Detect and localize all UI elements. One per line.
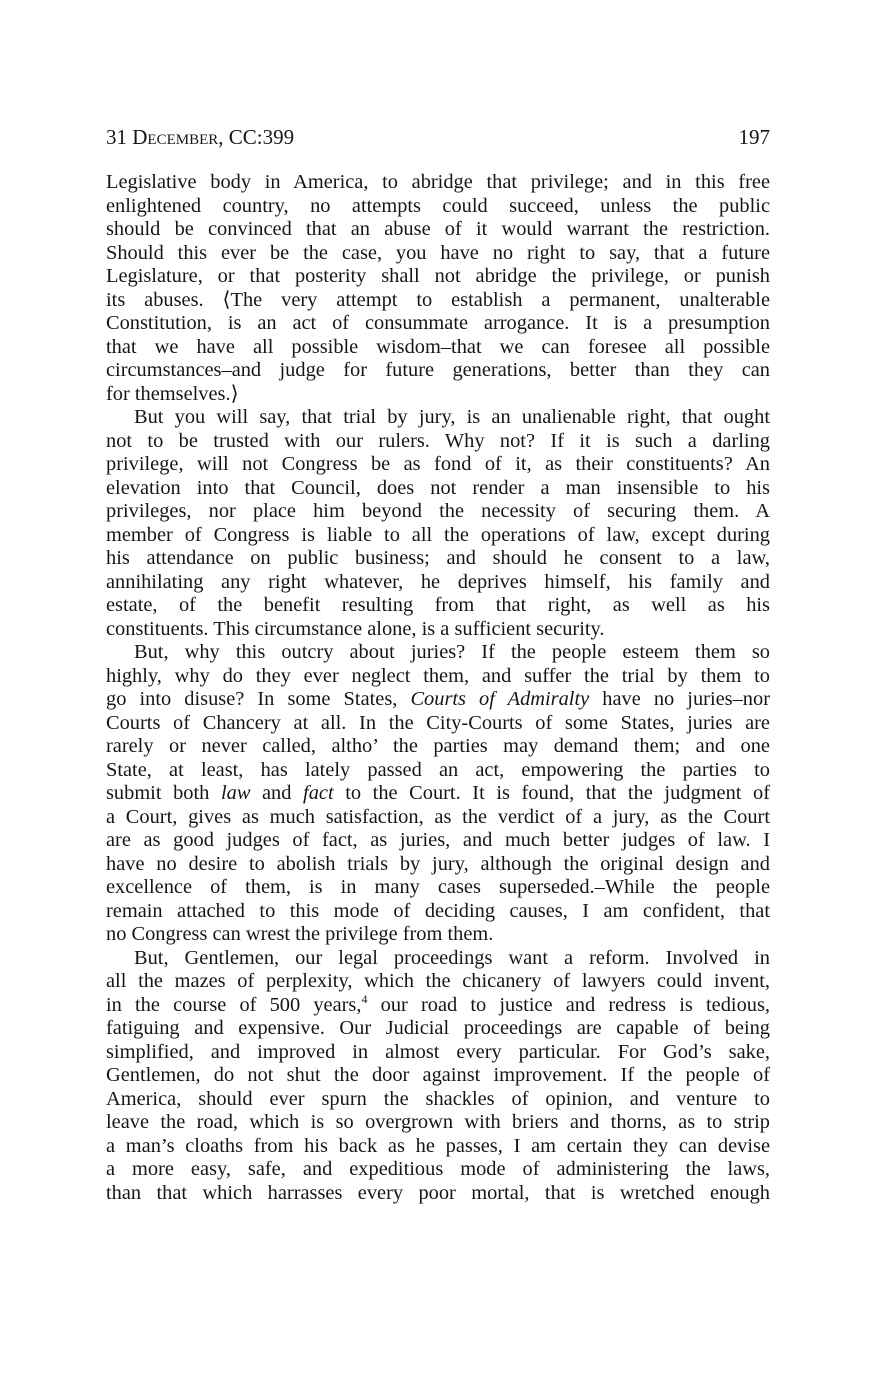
text-line: [106, 688, 770, 712]
text-line: enlightened country, no attempts could succeed, unless the public: [106, 194, 770, 217]
text-line: But, Gentlemen, our legal proceedings want a reform. Involved in: [134, 946, 770, 969]
italic-law: law: [220, 782, 251, 804]
text-line: rarely or never called, altho’ the parties may demand them; and one: [106, 735, 770, 757]
text-run: our road to justice and redress is tedious,: [367, 993, 770, 1016]
text-line: annihilating any right whatever, he deprives himself, his family and: [106, 570, 770, 593]
page-number: 197: [738, 125, 770, 149]
text-line: a more easy, safe, and expeditious mode of administering the laws,: [106, 1158, 770, 1180]
text-line: member of Congress is liable to all the operations of law, except during: [106, 523, 770, 546]
text-line: are as good judges of fact, as juries, and much better judges of law. I: [106, 829, 770, 851]
date-month: December: [132, 125, 219, 149]
text-line: privileges, nor place him beyond the necessity of securing them. A: [106, 500, 770, 522]
text-run: in the course of 500 years,: [106, 993, 362, 1016]
running-head-left: [106, 122, 294, 152]
italic-courts-of-admiralty: Courts of Admiralty: [410, 688, 590, 710]
text-line: leave the road, which is so overgrown with briers and thorns, as to strip: [106, 1111, 770, 1133]
italic-fact: fact: [303, 782, 334, 804]
text-line: Legislature, or that posterity shall not abridge the privilege, or punish: [106, 265, 770, 287]
text-line: no Congress can wrest the privilege from them.: [106, 923, 494, 945]
text-line: for themselves.⟩: [106, 382, 239, 405]
text-line: a man’s cloaths from his back as he passes, I am certain they can devise: [106, 1134, 770, 1157]
paragraph-4: [106, 947, 770, 1206]
text-line: that we have all possible wisdom–that we can foresee all possible: [106, 335, 770, 358]
text-line: Legislative body in America, to abridge that privilege; and in this free: [106, 171, 770, 193]
text-run: submit both: [106, 782, 221, 804]
text-line: Courts of Chancery at all. In the City-Courts of some States, juries are: [106, 711, 770, 734]
text-line: all the mazes of perplexity, which the chicanery of lawyers could invent,: [106, 970, 770, 992]
text-line: have no desire to abolish trials by jury, although the original design and: [106, 852, 770, 875]
text-line: excellence of them, is in many cases superseded.–While the people: [106, 876, 770, 898]
text-line: [106, 782, 770, 806]
text-line: its abuses. ⟨The very attempt to establish a permanent, unalterable: [106, 288, 770, 311]
text-line: But you will say, that trial by jury, is an unalienable right, that ought: [134, 406, 770, 428]
text-line: his attendance on public business; and should he consent to a law,: [106, 547, 770, 569]
paragraph-2: [106, 406, 770, 641]
text-line: But, why this outcry about juries? If the people esteem them so: [134, 641, 770, 663]
text-run: to the Court. It is found, that the judgment of: [333, 782, 771, 804]
text-line: elevation into that Council, does not render a man insensible to his: [106, 476, 770, 499]
text-line: estate, of the benefit resulting from that right, as well as his: [106, 594, 770, 616]
text-line: fatiguing and expensive. Our Judicial proceedings are capable of being: [106, 1017, 770, 1039]
footnote-reference: 4: [361, 991, 368, 1006]
text-line: [106, 991, 770, 1018]
text-line: than that which harrasses every poor mortal, that is wretched enough: [106, 1181, 770, 1204]
text-line: simplified, and improved in almost every particular. For God’s sake,: [106, 1040, 770, 1063]
text-line: Gentlemen, do not shut the door against improvement. If the people of: [106, 1064, 770, 1086]
text-run: go into disuse? In some States,: [106, 688, 411, 710]
body-text: [106, 171, 770, 1205]
text-line: Should this ever be the case, you have no right to say, that a future: [106, 241, 770, 264]
text-line: remain attached to this mode of deciding causes, I am confident, that: [106, 899, 770, 922]
text-run: have no juries–nor: [589, 688, 770, 710]
text-line: circumstances–and judge for future generations, better than they can: [106, 359, 770, 381]
text-line: America, should ever spurn the shackles of opinion, and venture to: [106, 1087, 770, 1110]
text-line: should be convinced that an abuse of it would warrant the restriction.: [106, 218, 770, 240]
text-line: not to be trusted with our rulers. Why not? If it is such a darling: [106, 429, 770, 452]
document-reference: , CC:399: [218, 125, 295, 149]
text-run: and: [250, 782, 304, 804]
paragraph-3: [106, 641, 770, 947]
text-line: highly, why do they ever neglect them, and suffer the trial by them to: [106, 664, 770, 687]
text-line: a Court, gives as much satisfaction, as the verdict of a jury, as the Court: [106, 805, 770, 828]
running-head: [106, 122, 770, 152]
text-line: Constitution, is an act of consummate arrogance. It is a presumption: [106, 312, 770, 334]
text-line: privilege, will not Congress be as fond of it, as their constituents? An: [106, 453, 770, 475]
paragraph-1: [106, 171, 770, 406]
date-number: 31: [106, 125, 127, 149]
text-line: State, at least, has lately passed an act, empowering the parties to: [106, 758, 770, 781]
text-line: constituents. This circumstance alone, is a sufficient security.: [106, 617, 605, 640]
